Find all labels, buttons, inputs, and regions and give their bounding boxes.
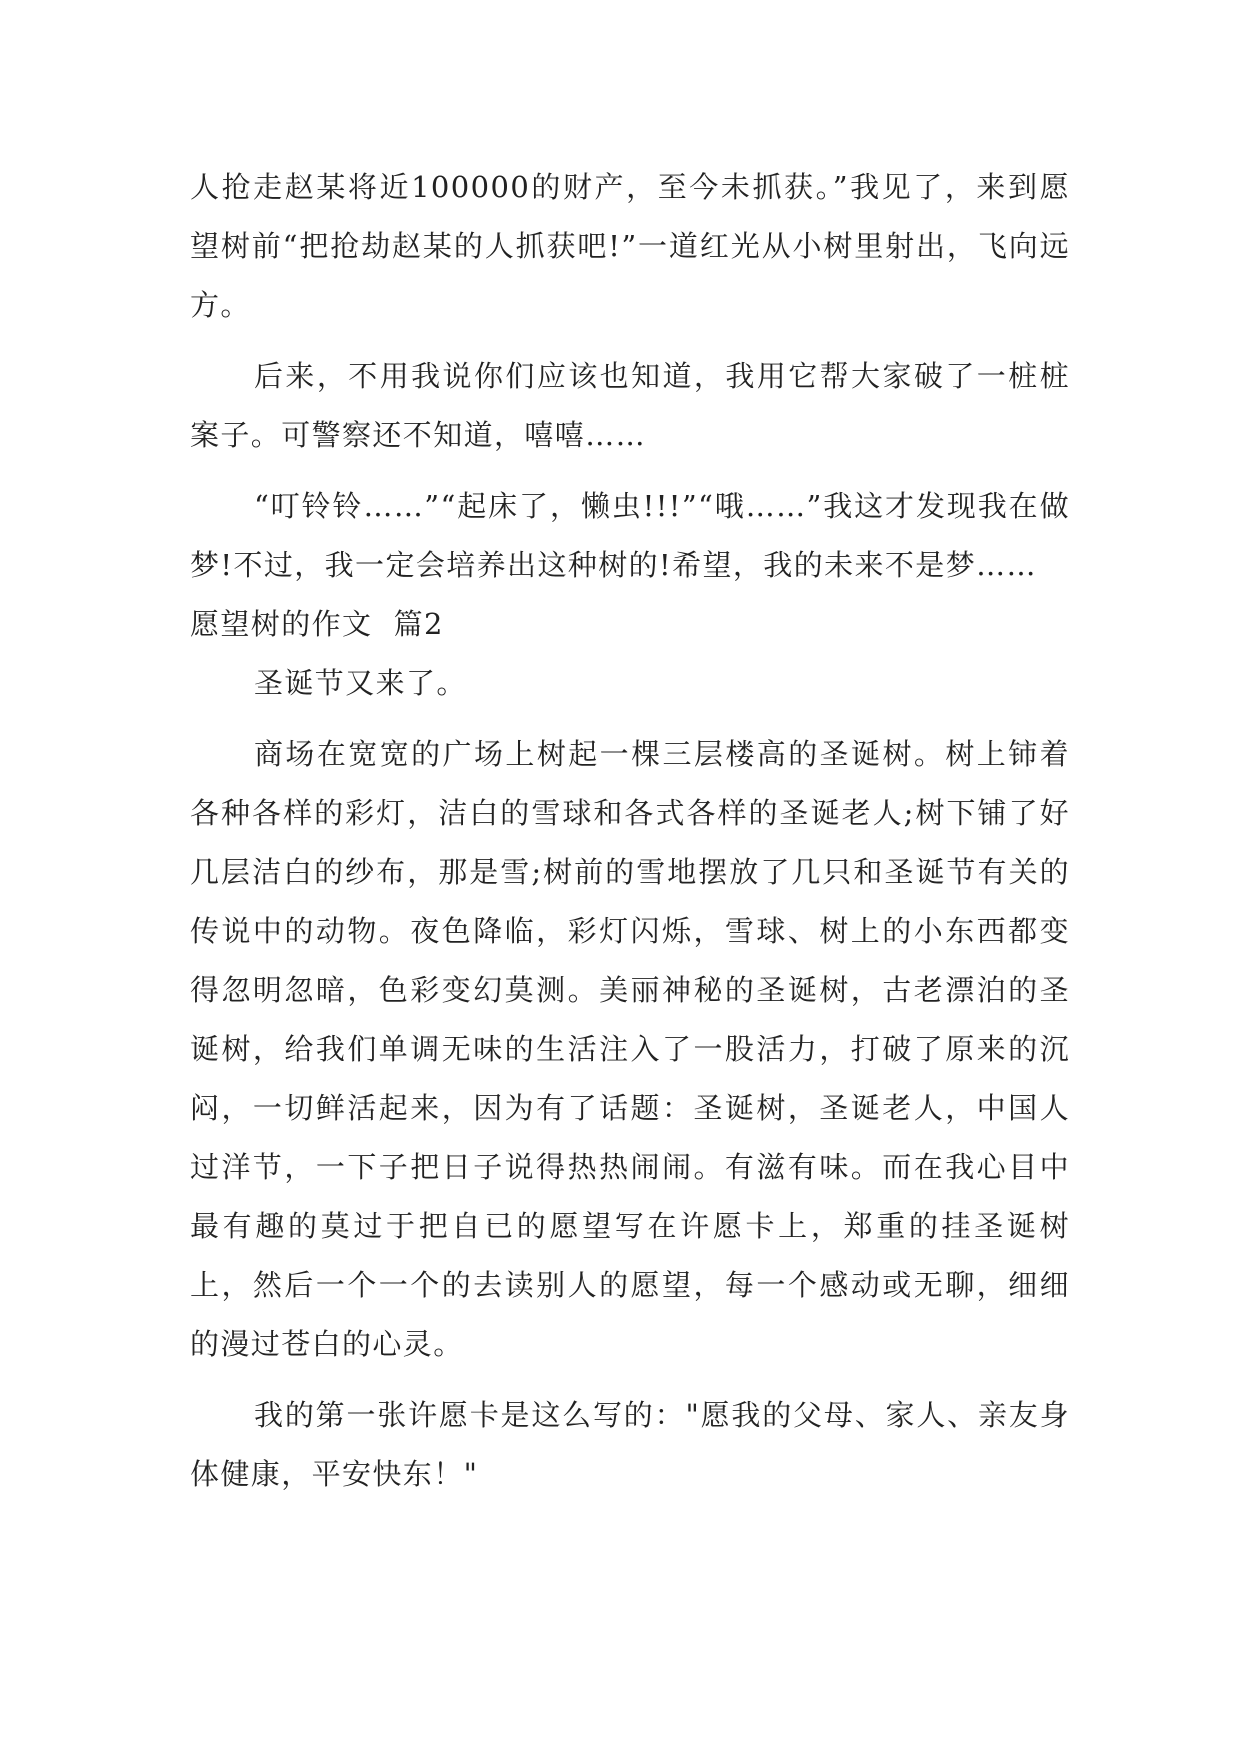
section-heading: 愿望树的作文 篇2 — [190, 607, 444, 641]
paragraph-wish-card: 我的第一张许愿卡是这么写的："愿我的父母、家人、亲友身体健康，平安快东！" — [190, 1398, 1070, 1491]
paragraph-cases: 后来，不用我说你们应该也知道，我用它帮大家破了一桩桩案子。可警察还不知道，嘻嘻…… — [190, 359, 1070, 452]
paragraph-dream: “叮铃铃……”“起床了，懒虫!!!”“哦……”我这才发现我在做梦!不过，我一定会培养出这种树的!希望，我的未来不是梦…… — [190, 489, 1070, 582]
paragraph-christmas-tree: 商场在宽宽的广场上树起一棵三层楼高的圣诞树。树上铈着各种各样的彩灯，洁白的雪球和各式各样的圣诞老人;树下铺了好几层洁白的纱布，那是雪;树前的雪地摆放了几只和圣诞节有关的传说中的动物。夜色降临，彩灯闪烁，雪球、树上的小东西都变得忽明忽暗，色彩变幻莫测。美丽神秘的圣诞树，古老漂泊的圣诞树，给我们单调无味的生活注入了一股活力，打破了原来的沉闷，一切鲜活起来，因为有了话题：圣诞树，圣诞老人，中国人过洋节，一下子把日子说得热热闹闹。有滋有味。而在我心目中最有趣的莫过于把自已的愿望写在许愿卡上，郑重的挂圣诞树上，然后一个一个的去读别人的愿望，每一个感动或无聊，细细的漫过苍白的心灵。 — [190, 737, 1070, 1361]
paragraph-christmas-intro: 圣诞节又来了。 — [254, 666, 467, 700]
document-body — [190, 158, 1070, 1504]
paragraph-continued: 人抢走赵某将近100000的财产，至今未抓获。”我见了，来到愿望树前“把抢劫赵某的人抓获吧!”一道红光从小树里射出，飞向远方。 — [190, 170, 1070, 322]
